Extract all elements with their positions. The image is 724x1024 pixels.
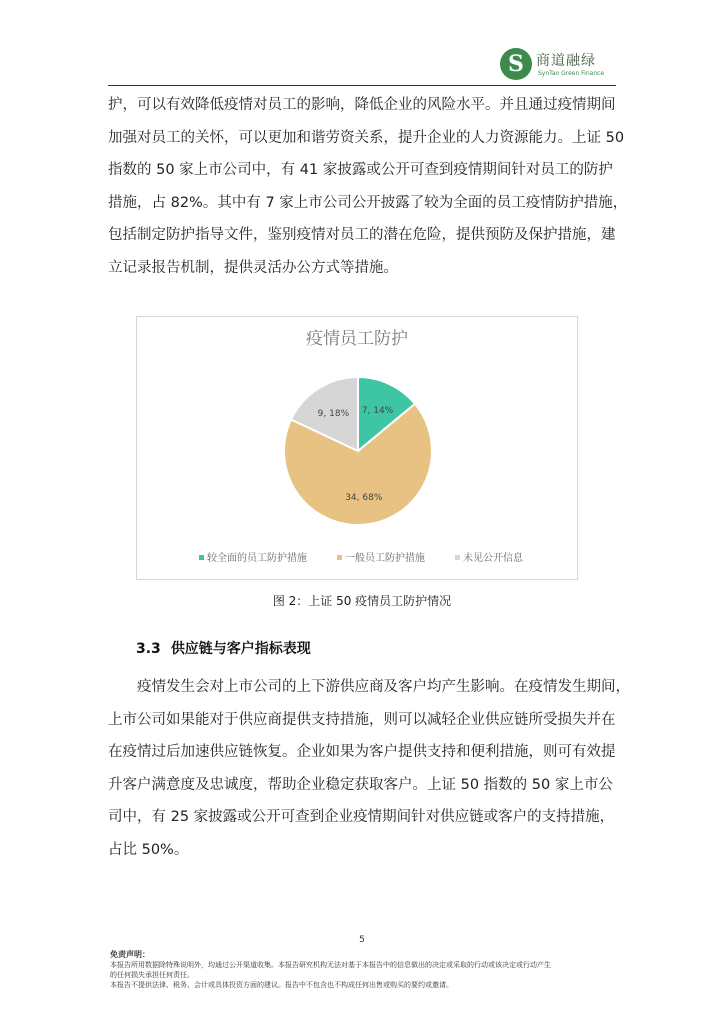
company-logo [500, 48, 620, 84]
paragraph-line: 措施，占 82%。其中有 7 家上市公司公开披露了较为全面的员工疫情防护措施， [108, 194, 628, 211]
logo-chinese-name: 商道融绿 [536, 53, 596, 69]
pie-chart [137, 317, 577, 579]
legend-label-general: 一般员工防护措施 [345, 553, 425, 564]
pie-chart-frame [136, 316, 578, 580]
paragraph-line: 包括制定防护指导文件，鉴别疫情对员工的潜在危险，提供预防及保护措施，建 [108, 227, 616, 243]
legend-label-comprehensive: 较全面的员工防护措施 [207, 553, 307, 564]
chart-title: 疫情员工防护 [306, 329, 408, 349]
figure-caption: 图 2：上证 50 疫情员工防护情况 [272, 594, 452, 608]
header-divider [108, 85, 616, 86]
disclaimer-line: 本报告不提供法律、税务、会计或具体投资方面的建议。报告中不包含也不构成任何出售或购买的要约或邀请。 [110, 981, 453, 989]
body-paragraph-2 [108, 671, 630, 866]
paragraph-line: 加强对员工的关怀，可以更加和谐劳资关系，提升企业的人力资源能力。上证 50 [108, 129, 625, 146]
paragraph-line: 疫情发生会对上市公司的上下游供应商及客户均产生影响。在疫情发生期间， [108, 679, 630, 695]
paragraph-line: 在疫情过后加速供应链恢复。企业如果为客户提供支持和便利措施，则可有效提 [108, 744, 616, 760]
paragraph-line: 立记录报告机制，提供灵活办公方式等措施。 [108, 259, 398, 276]
section-heading [136, 638, 311, 658]
section-number: 3.3 [136, 641, 161, 657]
disclaimer [110, 950, 620, 990]
legend-swatch-undisclosed [455, 555, 460, 560]
legend-swatch-comprehensive [199, 555, 204, 560]
disclaimer-line: 的任何损失承担任何责任。 [110, 971, 194, 979]
section-title: 供应链与客户指标表现 [170, 641, 311, 657]
disclaimer-line: 本报告所用数据除特殊说明外，均通过公开渠道收集。本报告研究机构无法对基于本报告中的信息做出的决定或采取的行动或该决定或行动产生 [110, 961, 551, 969]
data-label-general: 34, 68% [345, 493, 383, 503]
body-paragraph-1 [108, 89, 628, 284]
paragraph-line: 司中，有 25 家披露或公开可查到企业疫情期间针对供应链或客户的支持措施， [108, 809, 615, 825]
logo-english-name: SynTao Green Finance [538, 70, 605, 77]
paragraph-line: 护，可以有效降低疫情对员工的影响，降低企业的风险水平。并且通过疫情期间 [108, 97, 616, 113]
paragraph-line: 占比 50%。 [108, 841, 189, 858]
disclaimer-title: 免责声明： [110, 950, 150, 959]
legend-label-undisclosed: 未见公开信息 [463, 553, 523, 564]
page-number: 5 [359, 935, 365, 945]
data-label-undisclosed: 9, 18% [317, 408, 350, 419]
paragraph-line: 升客户满意度及忠诚度，帮助企业稳定获取客户。上证 50 指数的 50 家上市公 [108, 776, 613, 793]
logo-mark-letter: S [508, 51, 524, 77]
data-label-comprehensive: 7, 14% [361, 406, 394, 416]
paragraph-line: 指数的 50 家上市公司中，有 41 家披露或公开可查到疫情期间针对员工的防护 [108, 162, 613, 178]
paragraph-line: 上市公司如果能对于供应商提供支持措施，则可以减轻企业供应链所受损失并在 [108, 711, 616, 728]
legend-swatch-general [337, 555, 342, 560]
